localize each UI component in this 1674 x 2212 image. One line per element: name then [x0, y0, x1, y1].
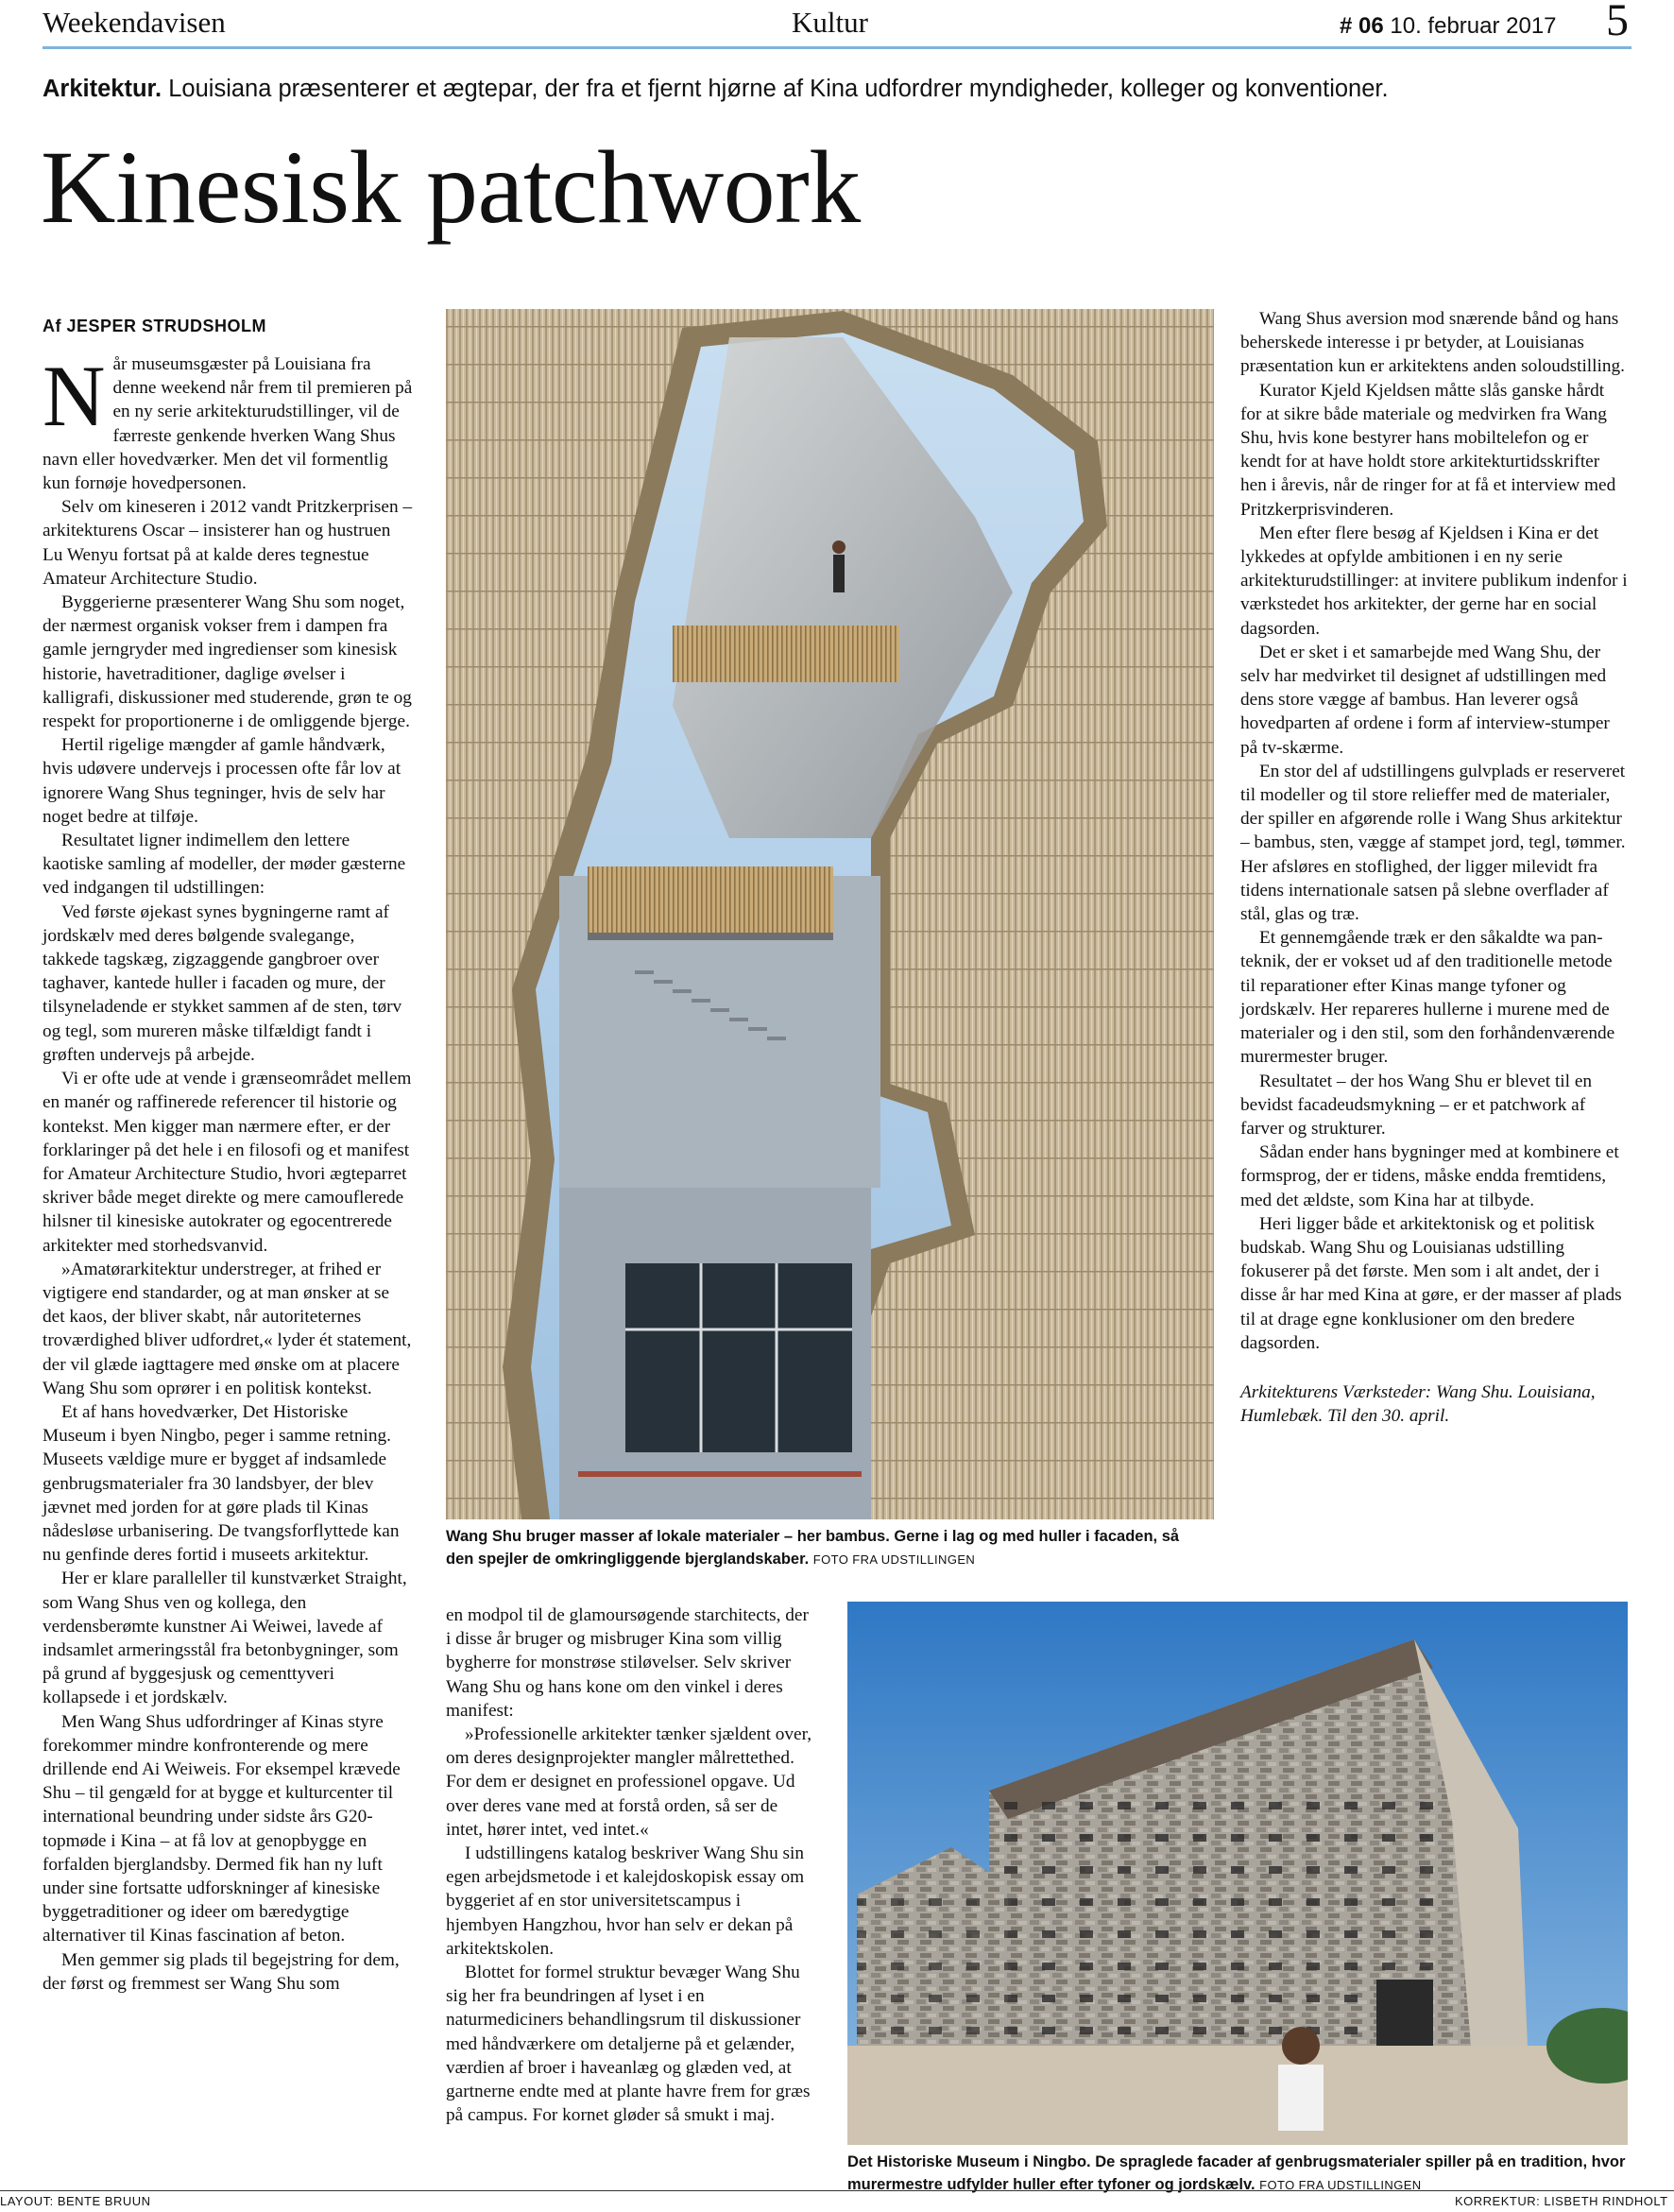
- article-paragraph: Resultatet ligner indimellem den lettere kaotiske samling af modeller, der møder gæsterne ved indgangen til udstillingen:: [43, 831, 406, 899]
- article-paragraph: Blottet for formel struktur bevæger Wang Shu sig her fra beundringen af lyset i en naturmediciners behandlingsrum til diskussioner med håndværkere om detaljerne på et gelænder, værdien af broer i haveanlæg og glæden ved, at gartnerne endte med at plante havre frem for græs på campus. For kornet gløder så smukt i maj.: [446, 1963, 811, 2126]
- drop-cap: N: [43, 348, 106, 444]
- article-paragraph: Her er klare paralleller til kunstværket Straight, som Wang Shus ven og kollega, den verdensberømte kunstner Ai Weiwei, lavede af indsamlet armeringsstål fra betonbygninger, som på grund af byggesjusk og cementtyveri kollapsede i et jordskælv.: [43, 1569, 407, 1708]
- header-rule: [43, 46, 1631, 49]
- article-paragraph: Hertil rigelige mængder af gamle håndværk, hvis udøvere undervejs i processen ofte får lov at ignorere Wang Shus tegninger, hvis de selv har noget bedre at tilføje.: [43, 735, 401, 827]
- photo-credit: FOTO FRA UDSTILLINGEN: [812, 1552, 976, 1567]
- article-column-1: [43, 348, 415, 1996]
- publication-name: Weekendavisen: [43, 6, 226, 39]
- article-paragraph: Byggerierne præsenterer Wang Shu som noget, der nærmest organisk vokser frem i dampen fra gamle jerngryder med ingredienser som kinesisk historie, havetraditioner, daglige øvelser i kalligrafi, diskussioner med studerende, grøn te og respekt for proportionerne i de omliggende bjerge.: [43, 592, 412, 732]
- page-number: 5: [1606, 0, 1629, 45]
- article-paragraph: I udstillingens katalog beskriver Wang Shu sin egen arbejdsmetode i et kalejdoskopisk essay om byggeriet af en stor universitetscampus i hjembyen Hangzhou, hvor han selv er dekan på arkitektskolen.: [446, 1843, 805, 1959]
- article-paragraph: Kurator Kjeld Kjeldsen måtte slås ganske hårdt for at sikre både materiale og medvirken fra Wang Shu, hvis kone bestyrer hans mobiltelefon og er kendt for at have holdt store arkitekturtidsskrifter hen i årevis, når de ringer for at få et interview med Pritzkerprisvinderen.: [1240, 380, 1616, 520]
- article-paragraph: Vi er ofte ude at vende i grænseområdet mellem en manér og raffinerede referencer til historie og kontekst. Men kigger man nærmere efter, er der forklaringer på det hele i en filosofi og et manifest for Amateur Architecture Studio, hvori ægteparret skriver både meget direkte og mere camouflerede hilsner til kinesiske autokrater og egocentrerede arkitekter med storhedsvanvid.: [43, 1069, 412, 1256]
- article-paragraph: Men efter flere besøg af Kjeldsen i Kina er det lykkedes at opfylde ambitionen i en ny serie arkitekturudstillinger: at invitere publikum indenfor i værkstedet hos arkitekter, der gerne har en social dagsorden.: [1240, 523, 1628, 639]
- article-paragraph: En stor del af udstillingens gulvplads er reserveret til modeller og til store relieffer med de materialer, der spiller en afgørende rolle i Wang Shus arkitektur – bambus, sten, vægge af stampet jord, tegl, tømmer. Her afsløres en stoflighed, der ligger milevidt fra tidens internationale satsen på slebne overflader af stål, glas og træ.: [1240, 761, 1626, 925]
- article-paragraph: Heri ligger både et arkitektonisk og et politisk budskab. Wang Shu og Louisianas udstilling fokuserer på det første. Men som i alt andet, der i disse år har med Kina at gøre, er der masser af plads til at drage egne konklusioner om den bredere dagsorden.: [1240, 1213, 1622, 1353]
- byline: Af JESPER STRUDSHOLM: [43, 317, 267, 335]
- article-paragraph: Et af hans hovedværker, Det Historiske Museum i byen Ningbo, peger i samme retning. Museets vældige mure er bygget af indsamlede genbrugsmaterialer fra 30 landsbyer, der blev jævnet med jorden for at gøre plads til Kinas nådesløse urbanisering. De tvangsforflyttede kan nu genfinde deres fortid i museets arkitektur.: [43, 1401, 400, 1566]
- footer-proof-credit: KORREKTUR: LISBETH RINDHOLT: [1455, 2194, 1668, 2208]
- article-paragraph: Wang Shus aversion mod snærende bånd og hans beherskede interesse i pr betyder, at Louisianas præsentation kun er arkitektens anden soloudstilling.: [1240, 309, 1625, 377]
- article-paragraph: Resultatet – der hos Wang Shu er blevet til en bevidst facadeudsmykning – er et patchwork af farver og strukturer.: [1240, 1071, 1593, 1139]
- photo-ningbo-museum: [847, 1602, 1628, 2145]
- caption-text: Wang Shu bruger masser af lokale materialer – her bambus. Gerne i lag og med huller i facaden, så den spejler de omkringliggende bjerglandskaber.: [446, 1528, 1180, 1568]
- article-paragraph: Når museumsgæster på Louisiana fra denne weekend når frem til premieren på en ny serie arkitekturudstillinger, vil de færreste genkende hverken Wang Shus navn eller hovedværker. Men det vil formentlig kun fornøje hovedpersonen.: [43, 348, 413, 494]
- article-column-3: [1240, 307, 1628, 1428]
- bamboo-facade-image: [446, 309, 1214, 1519]
- kicker-text: Louisiana præsenterer et ægtepar, der fra et fjernt hjørne af Kina udfordrer myndigheder, kolleger og konventioner.: [168, 76, 1389, 102]
- issue-line: [1340, 13, 1557, 40]
- footer-layout-credit: LAYOUT: BENTE BRUUN: [0, 2194, 151, 2208]
- issue-number: # 06: [1340, 13, 1384, 39]
- kicker: [43, 76, 1389, 103]
- article-paragraph: »Professionelle arkitekter tænker sjældent over, om deres designprojekter mangler målrettethed. For dem er designet en professionel opgave. Ud over deres vane med at forstå orden, så ser de intet, hører intet, ved intet.«: [446, 1724, 812, 1840]
- issue-date: 10. februar 2017: [1390, 13, 1557, 39]
- section-name: Kultur: [792, 6, 868, 39]
- article-paragraph: Et gennemgående træk er den såkaldte wa pan-teknik, der er vokset ud af den traditionelle metode til reparationer efter Kinas mange tyfoner og jordskælv. Her repareres hullerne i murene med de materialer og i den stil, som den forhåndenværende murermester bruger.: [1240, 928, 1615, 1068]
- article-paragraph: en modpol til de glamoursøgende starchitects, der i disse år bruger og misbruger Kina som villig bygherre for monstrøse stiløvelser. Selv skriver Wang Shu og hans kone om den vinkel i deres manifest:: [446, 1605, 809, 1721]
- kicker-label: Arkitektur.: [43, 76, 162, 102]
- caption-text: Det Historiske Museum i Ningbo. De spraglede facader af genbrugsmaterialer spiller på en tradition, hvor murermestre udfylder huller efter tyfoner og jordskælv.: [847, 2153, 1626, 2193]
- article-paragraph: Men Wang Shus udfordringer af Kinas styre forekommer mindre konfronterende og mere drillende end Ai Weiweis. For eksempel krævede Shu – til gengæld for at bygge et kulturcenter til international beundring under sidste års G20-topmøde i Kina – at få lov at genopbygge en forfalden bjerglandsby. Dermed fik han ny luft under sine fortsatte udforskninger af kinesiske byggetraditioner og ideer om bæredygtige alternativer til Kinas fascination af beton.: [43, 1711, 401, 1946]
- article-paragraph: Sådan ender hans bygninger med at kombinere et formsprog, der er tidens, måske endda fremtidens, med det ældste, som Kina har at tilbyde.: [1240, 1142, 1619, 1210]
- footer-rule: [0, 2190, 1674, 2191]
- info-box: Arkitekturens Værksteder: Wang Shu. Louisiana, Humlebæk. Til den 30. april.: [1240, 1381, 1596, 1427]
- article-paragraph: Men gemmer sig plads til begejstring for dem, der først og fremmest ser Wang Shu som: [43, 1949, 400, 1994]
- caption-photo-1: [446, 1525, 1202, 1571]
- ningbo-museum-image: [847, 1602, 1628, 2145]
- article-paragraph: »Amatørarkitektur understreger, at frihed er vigtigere end standarder, og at man ønsker at se det kaos, der bliver skabt, når autoriteternes troværdighed bliver udfordret,« lyder ét statement, der vil glæde iagttagere med ønske om at placere Wang Shu som oprører i en politisk kontekst.: [43, 1259, 412, 1398]
- photo-bamboo-facade: [446, 309, 1214, 1519]
- article-paragraph: Ved første øjekast synes bygningerne ramt af jordskælv med deres bølgende svalegange, takkede tagskæg, zigzaggende gangbroer over taghaver, kantede huller i facaden og mure, der tilsyneladende er stykket sammen af de sten, tørv og tegl, som mureren måske tilfældigt fandt i grøften undervejs på arbejde.: [43, 901, 402, 1065]
- headline: Kinesisk patchwork: [41, 129, 861, 245]
- article-paragraph: Selv om kineseren i 2012 vandt Pritzkerprisen – arkitekturens Oscar – insisterer han og hustruen Lu Wenyu fortsat på at kalde deres tegnestue Amateur Architecture Studio.: [43, 497, 413, 589]
- photo-credit: FOTO FRA UDSTILLINGEN: [1259, 2178, 1422, 2192]
- article-paragraph: Det er sket i et samarbejde med Wang Shu, der selv har medvirket til designet af udstillingen med dens store vægge af bambus. Han leverer også hovedparten af ordene i form af interview-stumper på tv-skærme.: [1240, 642, 1610, 758]
- article-column-2: [446, 1603, 814, 2127]
